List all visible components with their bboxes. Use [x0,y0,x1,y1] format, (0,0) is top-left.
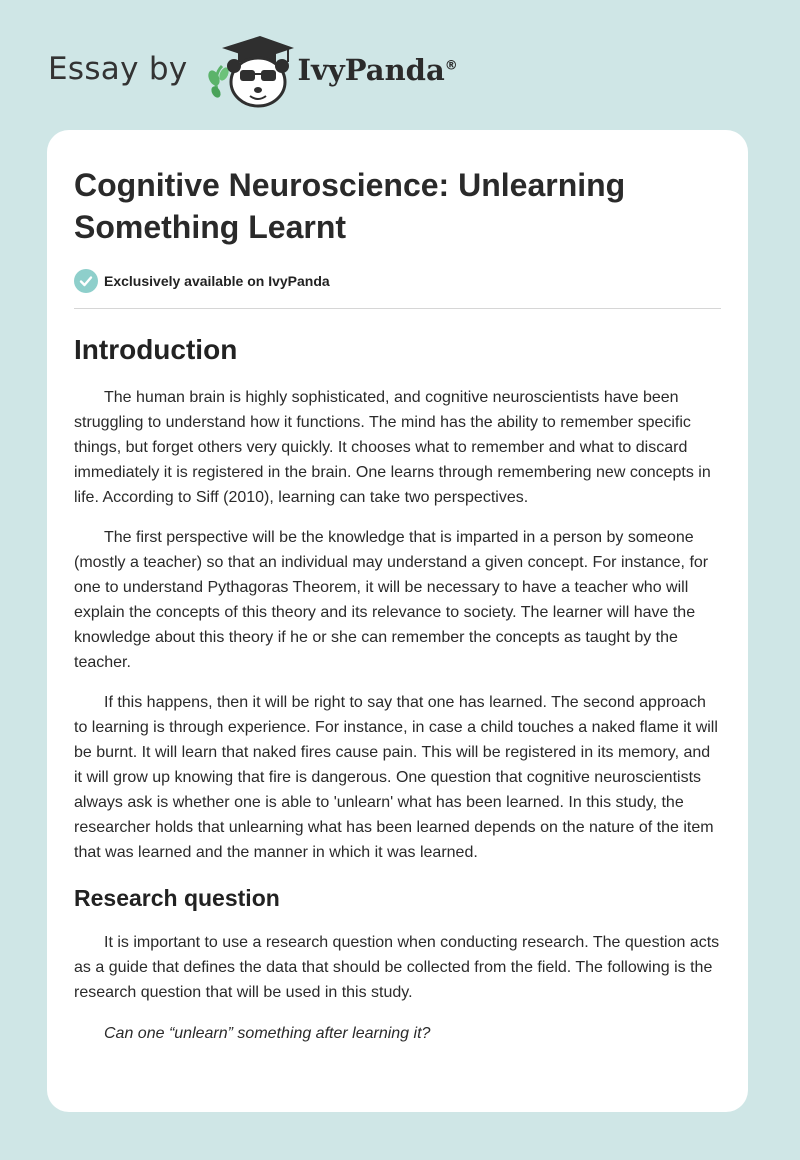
essay-title: Cognitive Neuroscience: Unlearning Something Learnt [74,167,626,245]
exclusive-badge [74,268,721,294]
paragraph: It is important to use a research question when conducting research. The question acts as a guide that defines the data that should be collected from the field. The following is the research question that will be used in this study. [74,934,720,1001]
check-circle-icon [74,269,98,293]
section-heading-research-question: Research question [74,885,280,911]
paragraph: The first perspective will be the knowledge that is imparted in a person by someone (mostly a teacher) so that an individual may understand a given concept. For instance, for one to understand Pythagoras Theorem, it will be necessary to have a teacher who will explain the concepts of this theory and its relevance to society. The learner will have the knowledge about this theory if he or she can remember the concepts as taught by the teacher. [74,529,709,671]
brand-header[interactable] [48,32,458,112]
brand-name: IvyPanda® [297,53,458,87]
essay-card [47,130,748,1112]
paragraph: The human brain is highly sophisticated, and cognitive neuroscientists have been struggling to understand how it functions. The mind has the ability to remember specific things, but forget others very quickly. It chooses what to remember and what to discard immediately it is registered in the brain. One learns through remembering new concepts in life. According to Siff (2010), learning can take two perspectives. [74,389,711,506]
exclusive-label: Exclusively available on IvyPanda [104,273,330,289]
brand-prefix: Essay by [48,51,188,87]
panda-graduate-logo-icon [202,32,294,112]
paragraph: If this happens, then it will be right to say that one has learned. The second approach to learning is through experience. For instance, in case a child touches a naked flame it will be burnt. It will learn that naked fires cause pain. This will be registered in its memory, and it will grow up knowing that fire is dangerous. One question that cognitive neuroscientists always ask is whether one is able to 'unlearn' what has been learned. In this study, the researcher holds that unlearning what has been learned depends on the nature of the item that was learned and the manner in which it was learned. [74,694,718,861]
divider [74,308,721,309]
section-heading-introduction: Introduction [74,334,238,365]
registered-mark: ® [444,58,458,74]
research-question-quote: Can one “unlearn” something after learning it? [104,1025,431,1042]
